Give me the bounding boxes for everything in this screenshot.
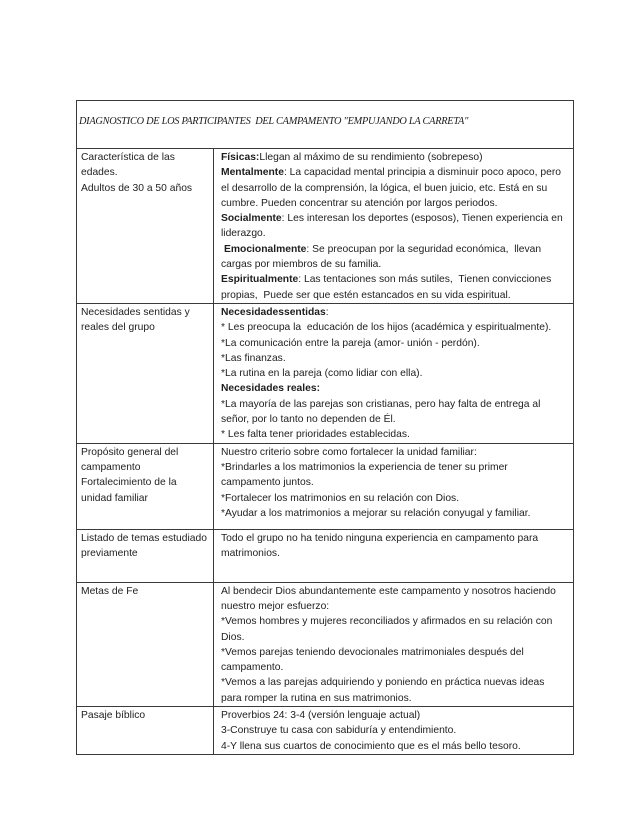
line-text: * Les falta tener prioridades establecidas. [221, 429, 410, 441]
content-line [221, 584, 570, 599]
row-label-line: campamento [81, 461, 141, 473]
line-text: *Ayudar a los matrimonios a mejorar su relación conyugal y familiar. [221, 507, 531, 519]
content-line [221, 336, 570, 351]
document-title: DIAGNOSTICO DE LOS PARTICIPANTES DEL CAMPAMENTO "EMPUJANDO LA CARRETA" [77, 101, 574, 149]
line-text: campamento. [221, 662, 284, 674]
line-text: nuestro mejor esfuerzo: [221, 600, 330, 612]
row-label-line: Necesidades sentidas y [81, 306, 190, 318]
category-label: Necesidadessentidas [221, 306, 326, 318]
content-line [221, 739, 570, 754]
content-line [221, 675, 570, 690]
line-text: : La capacidad mental principia a disminuir poco apoco, pero [283, 167, 561, 179]
row-label-line: Pasaje bíblico [81, 710, 146, 722]
content-line [221, 165, 570, 180]
table-row [77, 582, 574, 706]
row-label-cell [77, 303, 214, 443]
row-label-line: edades. [81, 167, 118, 179]
table-row [77, 303, 574, 443]
content-line [221, 445, 570, 460]
content-line [221, 506, 570, 521]
content-line [221, 242, 570, 257]
line-text: Llegan al máximo de su rendimiento (sobrepeso) [259, 152, 483, 163]
content-line [221, 272, 570, 287]
line-text: liderazgo. [221, 228, 266, 240]
row-label-line: Metas de Fe [81, 585, 139, 597]
content-line [221, 196, 570, 211]
line-text: *Las finanzas. [221, 352, 286, 364]
row-content-cell [214, 149, 574, 304]
line-text: *La rutina en la pareja (como lidiar con ella). [221, 368, 423, 380]
line-text: el desarrollo de la comprensión, la lógica, el buen juicio, etc. Está en su [221, 182, 548, 194]
diagnosis-table [76, 100, 574, 755]
table-row [77, 149, 574, 304]
content-line [221, 660, 570, 675]
content-line [221, 381, 570, 396]
line-text: matrimonios. [221, 547, 280, 559]
content-line [221, 366, 570, 381]
content-line [221, 211, 570, 226]
row-label-cell [77, 707, 214, 755]
row-content-cell [214, 443, 574, 529]
category-label: Físicas: [221, 152, 260, 163]
content-line [221, 531, 570, 546]
category-label: Mentalmente [221, 167, 284, 179]
category-label: Necesidades reales: [221, 383, 321, 395]
table-row [77, 529, 574, 582]
line-text: 3-Construye tu casa con sabiduría y entendimiento. [221, 725, 457, 737]
line-text: Dios. [221, 631, 245, 643]
content-line [221, 351, 570, 366]
content-line [221, 257, 570, 272]
content-line [221, 288, 570, 303]
table-row [77, 707, 574, 755]
row-label-line: Característica de las [81, 152, 175, 163]
row-label-line: Listado de temas estudiado [81, 532, 207, 544]
content-line [221, 630, 570, 645]
row-label-cell [77, 443, 214, 529]
line-text: *Vemos hombres y mujeres reconciliados y afirmados en su relación con [221, 616, 553, 628]
line-text: *Fortalecer los matrimonios en su relación con Dios. [221, 492, 460, 504]
line-text: *Vemos parejas teniendo devocionales matrimoniales después del [221, 646, 524, 658]
line-text: cumbre. Pueden concentrar su atención por largos periodos. [221, 197, 498, 209]
line-text: *Vemos a las parejas adquiriendo y poniendo en práctica nuevas ideas [221, 677, 545, 689]
line-text: : Las tentaciones son más sutiles, Tienen convicciones [298, 274, 552, 286]
content-line [221, 614, 570, 629]
row-content-cell [214, 303, 574, 443]
content-line [221, 546, 570, 561]
content-line [221, 397, 570, 412]
line-text: para romper la rutina en sus matrimonios. [221, 692, 412, 704]
content-line [221, 599, 570, 614]
line-text: 4-Y llena sus cuartos de conocimiento que es el más bello tesoro. [221, 740, 521, 752]
content-line [221, 708, 570, 723]
row-label-line: Propósito general del [81, 446, 179, 458]
line-text: campamento juntos. [221, 477, 314, 489]
content-line [221, 645, 570, 660]
line-text: *La comunicación entre la pareja (amor- unión - perdón). [221, 337, 480, 349]
content-line [221, 320, 570, 335]
line-text: Al bendecir Dios abundantemente este campamento y nosotros haciendo [221, 585, 556, 597]
content-line [221, 691, 570, 706]
category-label: Socialmente [221, 213, 282, 225]
line-text: Todo el grupo no ha tenido ninguna experiencia en campamento para [221, 532, 539, 544]
content-line [221, 427, 570, 442]
row-label-line: Adultos de 30 a 50 años [81, 182, 193, 194]
line-text: : Les interesan los deportes (esposos), Tienen experiencia en [281, 213, 563, 225]
row-label-cell [77, 582, 214, 706]
line-text: cargas por miembros de su familia. [221, 259, 382, 271]
line-text: : Se preocupan por la seguridad económica, llevan [306, 243, 542, 255]
line-text: * Les preocupa la educación de los hijos (académica y espiritualmente). [221, 322, 552, 334]
row-content-cell [214, 582, 574, 706]
row-content-cell [214, 529, 574, 582]
row-label-cell [77, 529, 214, 582]
content-line [221, 475, 570, 490]
row-label-line: unidad familiar [81, 492, 148, 504]
content-line [221, 723, 570, 738]
content-line [221, 412, 570, 427]
content-line [221, 150, 570, 165]
category-label: Espiritualmente [221, 274, 299, 286]
category-label: Emocionalmente [224, 243, 307, 255]
row-content-cell [214, 707, 574, 755]
line-text: Proverbios 24: 3-4 (versión lenguaje actual) [221, 710, 421, 722]
content-line [221, 181, 570, 196]
content-line [221, 305, 570, 320]
line-text: propias, Puede ser que estén estancados en su vida espiritual. [221, 289, 511, 301]
line-text: Nuestro criterio sobre como fortalecer la unidad familiar: [221, 446, 477, 458]
row-label-line: previamente [81, 547, 138, 559]
table-header-row [77, 101, 574, 149]
content-line [221, 491, 570, 506]
row-label-line: reales del grupo [81, 322, 155, 334]
line-text: *Brindarles a los matrimonios la experiencia de tener su primer [221, 461, 508, 473]
content-line [221, 226, 570, 241]
line-text: : [325, 306, 329, 318]
content-line [221, 460, 570, 475]
line-text: *La mayoría de las parejas son cristianas, pero hay falta de entrega al [221, 398, 541, 410]
table-row [77, 443, 574, 529]
row-label-line: Fortalecimiento de la [81, 477, 177, 489]
row-label-cell [77, 149, 214, 304]
line-text: señor, por lo tanto no dependen de Él. [221, 414, 396, 426]
